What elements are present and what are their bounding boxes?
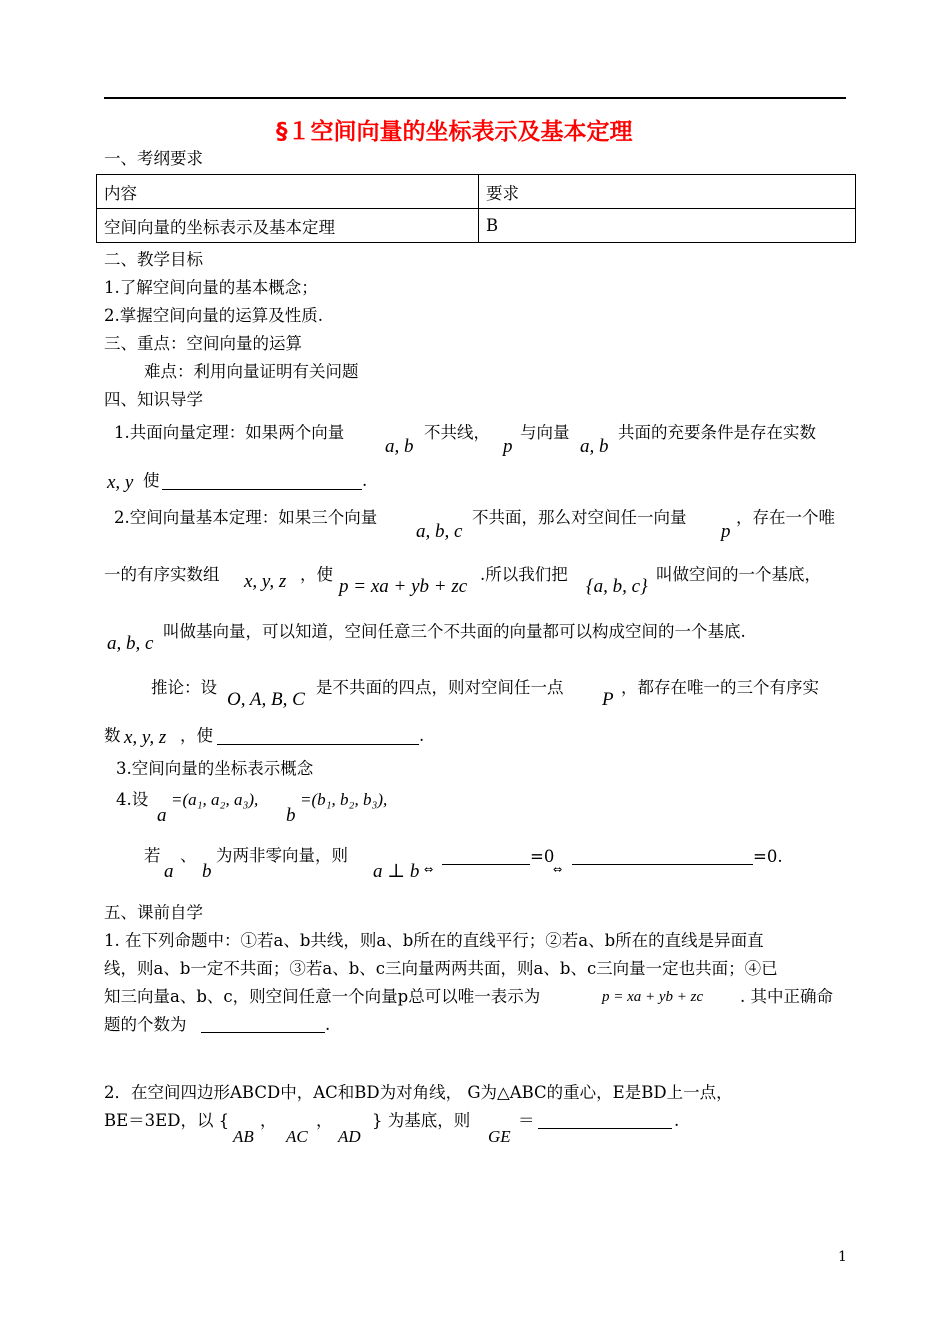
page-title: §１空间向量的坐标表示及基本定理 — [276, 119, 633, 145]
math-perp: a ⊥ b — [373, 861, 420, 882]
corollary-text: 数 — [104, 726, 121, 745]
separator: ， — [260, 1111, 277, 1130]
table-header-row — [97, 175, 856, 209]
math-xyz: x, y, z — [124, 727, 167, 748]
math-p: P — [602, 689, 614, 710]
section-heading-objectives: 二、教学目标 — [104, 250, 203, 269]
key-point: 三、重点：空间向量的运算 — [104, 334, 302, 353]
vector-ad: AD — [338, 1127, 361, 1146]
math-abc: a, b, c — [107, 633, 154, 654]
vector-a: a — [157, 805, 167, 826]
question-1-text: . 其中正确命 — [740, 987, 833, 1006]
coplanar-theorem-text: 与向量 — [520, 423, 570, 442]
basis-theorem-text: 叫做基向量，可以知道，空间任意三个不共面的向量都可以构成空间的一个基底. — [163, 622, 746, 641]
equals-zero: =0. — [753, 847, 783, 866]
coplanar-theorem-text: 不共线， — [424, 423, 490, 442]
period: . — [419, 726, 425, 745]
vector-a-coordinates: =(a₁, a₂, a₃), — [171, 790, 259, 809]
answer-blank[interactable] — [572, 864, 753, 865]
vector-b-coordinates: =(b₁, b₂, b₃), — [300, 790, 388, 809]
difficulty-point: 难点：利用向量证明有关问题 — [144, 362, 359, 381]
answer-blank[interactable] — [201, 1032, 325, 1033]
period: . — [362, 471, 368, 490]
section-heading-preview: 五、课前自学 — [104, 903, 203, 922]
perp-condition-text: 为两非零向量，则 — [216, 846, 348, 865]
vector-ab: AB — [233, 1127, 254, 1146]
math-xy: x, y — [107, 472, 134, 493]
corollary-text: ，都存在唯一的三个有序实 — [621, 678, 819, 697]
top-rule — [104, 97, 846, 99]
answer-blank[interactable] — [442, 864, 530, 865]
question-2-text: 2．在空间四边形ABCD中，AC和BD为对角线， G为△ABC的重心，E是BD上一点， — [104, 1083, 733, 1102]
vector-b: b — [286, 805, 296, 826]
math-basis-set: {a, b, c} — [586, 576, 648, 597]
coplanar-theorem-text: 1.共面向量定理：如果两个向量 — [114, 423, 345, 442]
corollary-text: 是不共面的四点，则对空间任一点 — [316, 678, 564, 697]
math-formula: p = xa + yb + zc — [339, 576, 468, 597]
vector-a: a — [164, 861, 174, 882]
math-abc: a, b, c — [416, 521, 463, 542]
section-heading-exam: 一、考纲要求 — [104, 149, 203, 168]
period: . — [674, 1111, 680, 1130]
question-1-text: 题的个数为 — [104, 1015, 187, 1034]
coplanar-theorem-text: 使 — [143, 471, 160, 490]
vector-definition-text: 4.设 — [116, 790, 149, 809]
coplanar-theorem-text: 共面的充要条件是存在实数 — [618, 423, 816, 442]
table-row — [97, 209, 856, 243]
iff-symbol: ⇔ — [553, 863, 563, 876]
basis-theorem-text: 一的有序实数组 — [104, 565, 220, 584]
math-ab: a, b — [385, 436, 414, 457]
question-1-text: 线，则a、b一定不共面；③若a、b、c三向量两两共面，则a、b、c三向量一定也共面；④已 — [104, 959, 778, 978]
iff-symbol: ⇔ — [424, 863, 434, 876]
requirements-table — [96, 174, 856, 243]
equals-zero: =0 — [530, 847, 555, 866]
question-2-text: BE＝3ED，以 { — [104, 1111, 230, 1130]
corollary-text: 推论：设 — [151, 678, 217, 697]
question-1-text: 1. 在下列命题中：①若a、b共线，则a、b所在的直线平行；②若a、b所在的直线是异面直 — [104, 931, 764, 950]
answer-blank[interactable] — [162, 489, 362, 490]
equals-sign: ＝ — [518, 1111, 535, 1130]
basis-theorem-text: .所以我们把 — [480, 565, 568, 584]
math-xyz: x, y, z — [244, 571, 287, 592]
basis-theorem-text: 叫做空间的一个基底， — [656, 565, 821, 584]
answer-blank[interactable] — [217, 744, 419, 745]
math-ab: a, b — [580, 436, 609, 457]
math-points: O, A, B, C — [227, 689, 305, 710]
basis-theorem-text: 不共面，那么对空间任一向量 — [472, 508, 687, 527]
math-p: p — [503, 436, 513, 457]
separator: ， — [316, 1111, 333, 1130]
math-p: p — [721, 521, 731, 542]
page-number: 1 — [838, 1249, 847, 1265]
objective-item: 1.了解空间向量的基本概念； — [104, 278, 318, 297]
table-cell: B — [479, 209, 856, 243]
vector-b: b — [202, 861, 212, 882]
vector-ge: GE — [488, 1127, 511, 1146]
answer-blank[interactable] — [538, 1128, 672, 1129]
period: . — [325, 1015, 331, 1034]
perp-condition-text: 若 — [144, 846, 161, 865]
vector-ac: AC — [286, 1127, 308, 1146]
corollary-text: ，使 — [180, 726, 213, 745]
table-header-cell: 要求 — [479, 175, 856, 209]
objective-item: 2.掌握空间向量的运算及性质. — [104, 306, 323, 325]
math-formula: p = xa + yb + zc — [602, 989, 704, 1005]
table-cell: 空间向量的坐标表示及基本定理 — [97, 209, 479, 243]
question-2-text: } 为基底，则 — [372, 1111, 471, 1130]
basis-theorem-text: ，使 — [300, 565, 333, 584]
basis-theorem-text: ，存在一个唯 — [736, 508, 835, 527]
section-heading-guide: 四、知识导学 — [104, 390, 203, 409]
basis-theorem-text: 2.空间向量基本定理：如果三个向量 — [114, 508, 378, 527]
separator: 、 — [180, 846, 197, 865]
coordinate-concept: 3.空间向量的坐标表示概念 — [116, 759, 314, 778]
table-header-cell: 内容 — [97, 175, 479, 209]
question-1-text: 知三向量a、b、c，则空间任意一个向量p总可以唯一表示为 — [104, 987, 541, 1006]
